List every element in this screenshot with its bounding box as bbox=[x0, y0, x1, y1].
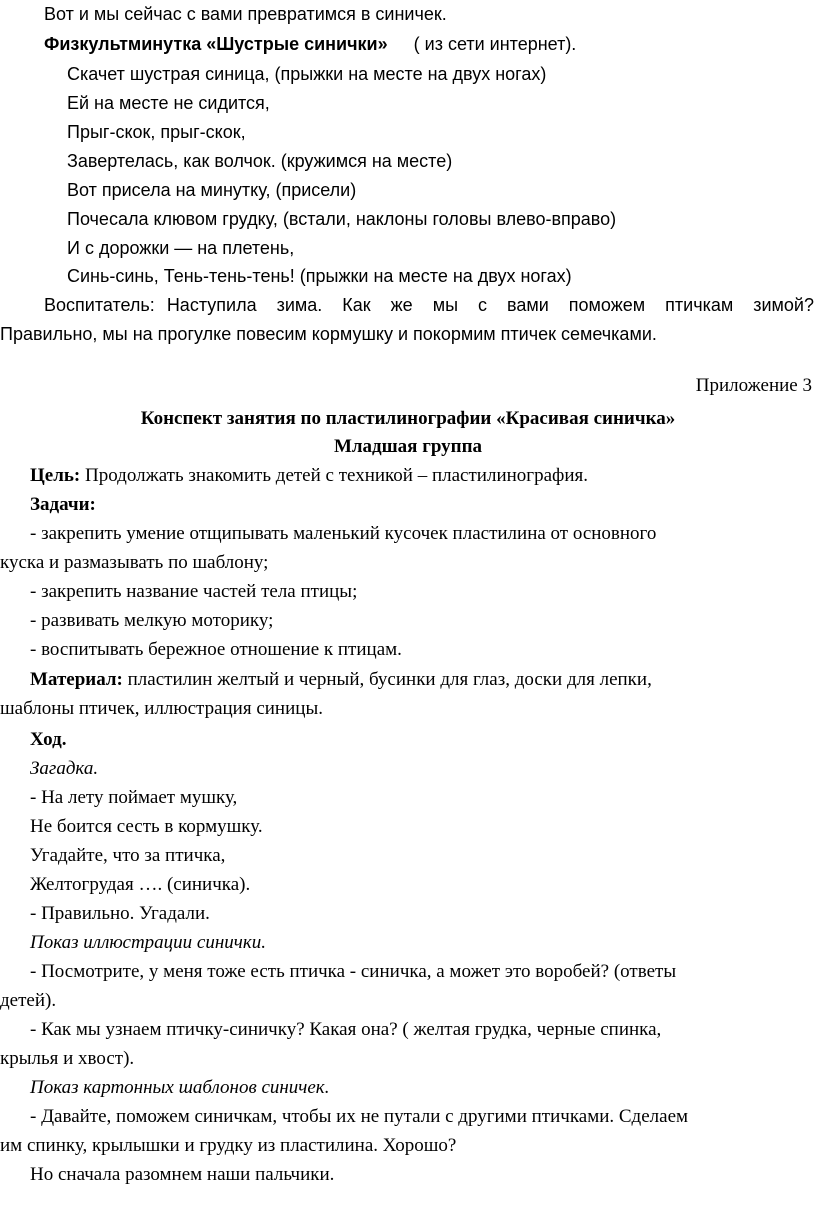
dialog-line: Но сначала разомнем наши пальчики. bbox=[30, 1164, 335, 1185]
fizkult-source: ( из сети интернет). bbox=[413, 34, 577, 54]
goal-text: Продолжать знакомить детей с техникой – пластилинография. bbox=[80, 465, 588, 486]
material-label: Материал: bbox=[30, 669, 123, 690]
appendix-label: Приложение 3 bbox=[695, 375, 812, 396]
dialog-line: - Посмотрите, у меня тоже есть птичка - синичка, а может это воробей? (ответы bbox=[30, 961, 677, 982]
riddle-line: Не боится сесть в кормушку. bbox=[30, 816, 263, 837]
task-item: - воспитывать бережное отношение к птицам. bbox=[30, 639, 402, 660]
teacher-text: Наступила зима. Как же мы с вами поможем птичкам зимой? bbox=[166, 295, 814, 315]
dialog-line: - Как мы узнаем птичку-синичку? Какая она? ( желтая грудка, черные спинка, bbox=[30, 1019, 662, 1040]
lesson-title: Конспект занятия по пластилинографии «Красивая синичка» bbox=[140, 408, 676, 429]
riddle-line: - На лету поймает мушку, bbox=[30, 787, 238, 808]
lesson-group: Младшая группа bbox=[333, 436, 483, 457]
dialog-line-continued: им спинку, крылышки и грудку из пластилина. Хорошо? bbox=[0, 1135, 457, 1156]
intro-line: Вот и мы сейчас с вами превратимся в синичек. bbox=[44, 4, 447, 24]
goal-label: Цель: bbox=[30, 465, 81, 486]
course-label: Ход. bbox=[30, 729, 67, 750]
riddle-label: Загадка. bbox=[30, 758, 99, 779]
poem-line: Скачет шустрая синица, (прыжки на месте на двух ногах) bbox=[67, 64, 547, 84]
material-text-continued: шаблоны птичек, иллюстрация синицы. bbox=[0, 698, 323, 719]
task-item-continued: куска и размазывать по шаблону; bbox=[0, 552, 269, 573]
dialog-line-continued: крылья и хвост). bbox=[0, 1048, 135, 1069]
task-item: - закрепить умение отщипывать маленький кусочек пластилина от основного bbox=[30, 523, 657, 544]
teacher-text-continued: Правильно, мы на прогулке повесим кормушку и покормим птичек семечками. bbox=[0, 324, 657, 344]
riddle-line: Желтогрудая …. (синичка). bbox=[30, 874, 251, 895]
poem-line: Почесала клювом грудку, (встали, наклоны головы влево-вправо) bbox=[67, 209, 617, 229]
show-templates-label: Показ картонных шаблонов синичек. bbox=[30, 1077, 330, 1098]
material-line bbox=[30, 665, 816, 694]
goal-line bbox=[30, 461, 816, 490]
poem-line: Прыг-скок, прыг-скок, bbox=[67, 122, 246, 142]
show-illustration-label: Показ иллюстрации синички. bbox=[30, 932, 266, 953]
riddle-line: Угадайте, что за птичка, bbox=[30, 845, 226, 866]
material-text: пластилин желтый и черный, бусинки для глаз, доски для лепки, bbox=[122, 669, 652, 690]
task-item: - развивать мелкую моторику; bbox=[30, 610, 274, 631]
poem-line: Вот присела на минутку, (присели) bbox=[67, 180, 357, 200]
teacher-line bbox=[44, 291, 814, 320]
poem-line: И с дорожки — на плетень, bbox=[67, 238, 295, 258]
teacher-label: Воспитатель: bbox=[44, 295, 155, 315]
fizkult-heading bbox=[44, 30, 816, 59]
poem-line: Ей на месте не сидится, bbox=[67, 93, 270, 113]
fizkult-title: Физкультминутка «Шустрые синички» bbox=[44, 34, 388, 54]
poem-line: Синь-синь, Тень-тень-тень! (прыжки на месте на двух ногах) bbox=[67, 266, 572, 286]
riddle-line: - Правильно. Угадали. bbox=[30, 903, 210, 924]
dialog-line: - Давайте, поможем синичкам, чтобы их не путали с другими птичками. Сделаем bbox=[30, 1106, 689, 1127]
tasks-label: Задачи: bbox=[30, 494, 96, 515]
poem-line: Завертелась, как волчок. (кружимся на месте) bbox=[67, 151, 453, 171]
task-item: - закрепить название частей тела птицы; bbox=[30, 581, 358, 602]
dialog-line-continued: детей). bbox=[0, 990, 57, 1011]
